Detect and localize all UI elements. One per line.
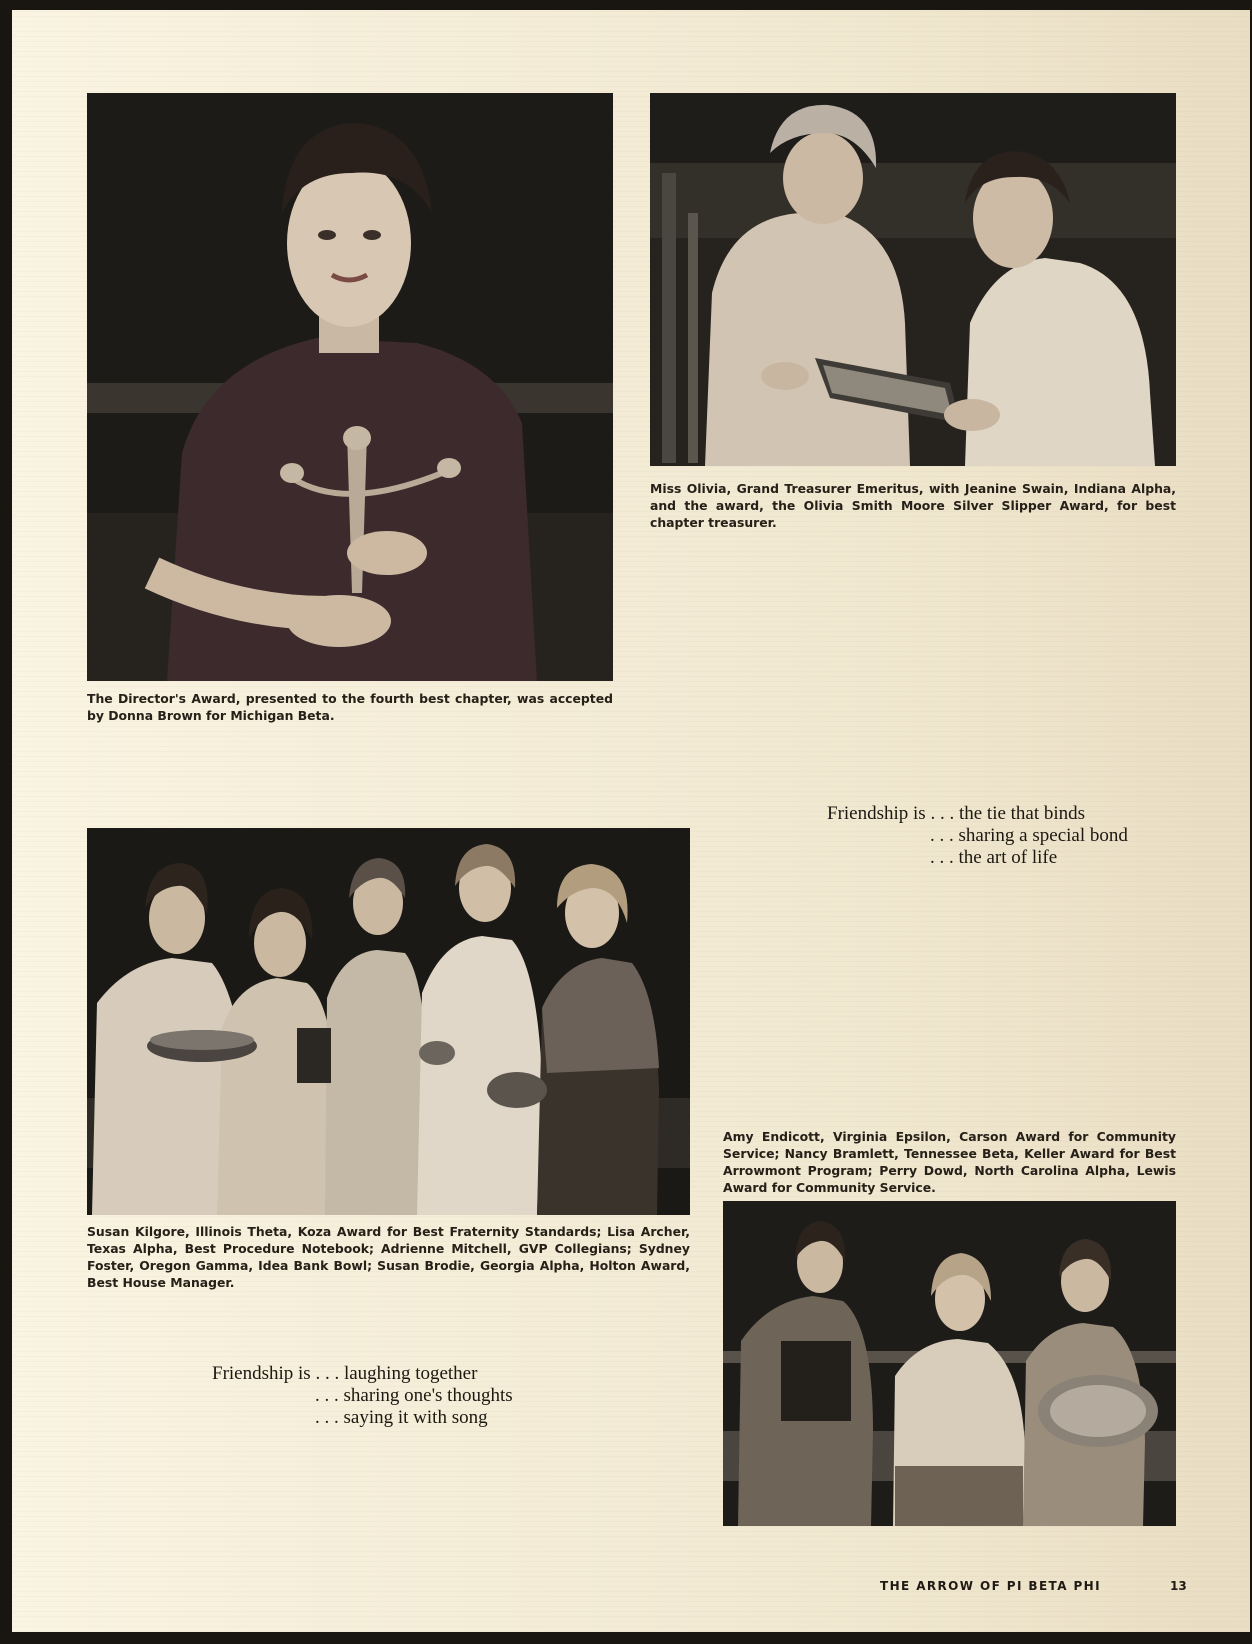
friendship-quote-left bbox=[212, 1363, 513, 1429]
quote-right-line-3: . . . the art of life bbox=[930, 847, 1058, 868]
caption-five-award-winners: Susan Kilgore, Illinois Theta, Koza Award for Best Fraternity Standards; Lisa Archer, Texas Alpha, Best Procedure Notebook; Adrienne Mitchell, GVP Collegians; Sydney Foster, Oregon Gamma, Idea Bank Bowl; Susan Brodie, Georgia Alpha, Holton Award, Best House Manager. bbox=[87, 1224, 690, 1290]
page-number: 13 bbox=[1170, 1579, 1187, 1593]
friendship-quote-right bbox=[827, 803, 1128, 869]
caption-directors-award: The Director's Award, presented to the fourth best chapter, was accepted by Donna Brown for Michigan Beta. bbox=[87, 691, 613, 723]
photo-directors-award bbox=[87, 93, 613, 681]
magazine-page bbox=[12, 10, 1250, 1632]
photo-three-award-winners bbox=[723, 1201, 1176, 1526]
publication-footer: THE ARROW OF PI BETA PHI bbox=[880, 1579, 1101, 1593]
caption-silver-slipper: Miss Olivia, Grand Treasurer Emeritus, with Jeanine Swain, Indiana Alpha, and the award, the Olivia Smith Moore Silver Slipper Award, for best chapter treasurer. bbox=[650, 481, 1176, 530]
caption-three-award-winners: Amy Endicott, Virginia Epsilon, Carson Award for Community Service; Nancy Bramlett, Tennessee Beta, Keller Award for Best Arrowmont Program; Perry Dowd, North Carolina Alpha, Lewis Award for Community Service. bbox=[723, 1129, 1176, 1195]
photo-silver-slipper bbox=[650, 93, 1176, 466]
photo-five-award-winners bbox=[87, 828, 690, 1215]
quote-left-line-1: Friendship is . . . laughing together bbox=[212, 1363, 478, 1384]
quote-right-line-2: . . . sharing a special bond bbox=[930, 825, 1128, 846]
quote-left-line-3: . . . saying it with song bbox=[315, 1407, 488, 1428]
quote-left-line-2: . . . sharing one's thoughts bbox=[315, 1385, 513, 1406]
quote-right-line-1: Friendship is . . . the tie that binds bbox=[827, 803, 1086, 824]
